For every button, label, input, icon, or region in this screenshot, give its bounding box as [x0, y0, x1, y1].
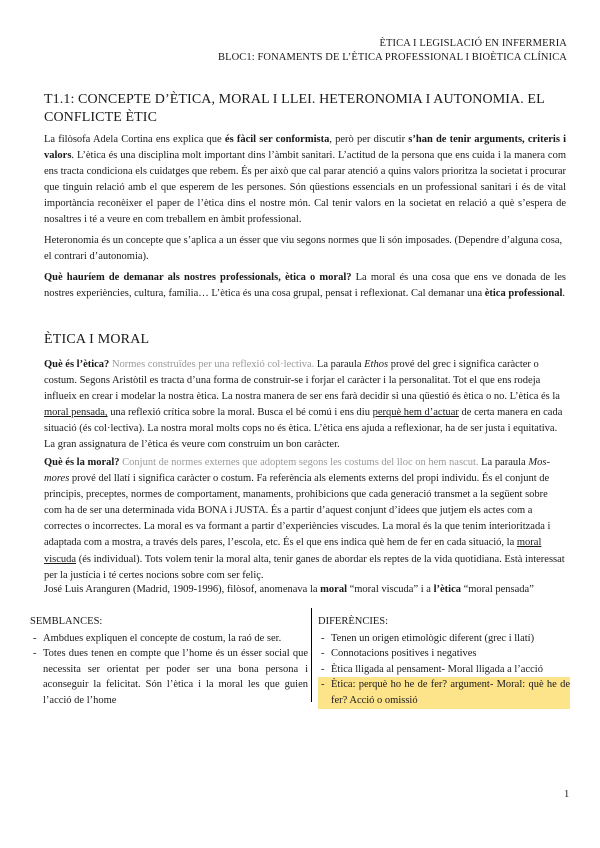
bold-question: Què hauríem de demanar als nostres professionals, ètica o moral?: [44, 272, 352, 283]
diferencies-heading: DIFERÈNCIES:: [318, 616, 389, 627]
diferencies-list: [318, 631, 570, 709]
bold-question: Què és la moral?: [44, 457, 120, 468]
semblances-column: [30, 614, 308, 709]
underlined-phrase: moral pensada,: [44, 407, 108, 419]
underlined-phrase: moral viscuda: [44, 537, 542, 565]
moral-paragraph: Què és la moral? Conjunt de normes externes que adoptem segons les costums del lloc on hem nascut. La paraula Mos-mores prové del llatí i significa caràcter o costum. Fa referència als elements externs del propi individu. És el conjunt de principis, preceptes, normes de comportament, manaments, prohibicions que cada generació transmet a la següent sobre com ha de ser una determinada vida BONA i JUSTA. És a partir d’aquest conjunt d’idees que jutjem els actes com a correctes o incorrectes. La moral es va formant a partir d’experiències viscudes. La moral és la que tenim interioritzada i adaptada com a mostra, a través dels pares, l’escola, etc. És el que ens indica què hem de fer en cada situació, la moral viscuda (és individual). Tots volem tenir la moral alta, tenir ganes de abordar els reptes de la vida quotidiana. Està interessat per la justícia i té certes nocions sobre com ser feliç.: [44, 457, 565, 581]
intro-paragraph: La filòsofa Adela Cortina ens explica que és fàcil ser conformista, però per discutir s’han de tenir arguments, criteris i valors. L’ètica és una disciplina molt important dins l’àmbit sanitari. L’actitud de la persona que ens cuida i la manera com ens tracta condiciona els cuidatges que rebem. És per això que cal parar atenció a quins valors prioritza la societat i procurar que tinguin relació amb el que esperem de les persones. Són qüestions essencials en un professional sanitari i és de vital importància reconèixer el paper de l’ètica dins el nostre món. Cal tenir valors en la societat en relació a què s’espera de nosaltres i té a veure en com treballem en àmbit professional.: [44, 134, 567, 226]
page-number: 1: [564, 789, 570, 800]
column-divider: [311, 608, 312, 702]
question-paragraph: Què hauríem de demanar als nostres professionals, ètica o moral? La moral és una cosa que ens ve donada de les nostres experiències, cultura, família… L’ètica és una cosa grupal, pensat i reflexionat. Cal demanar una ètica professional.: [44, 272, 566, 300]
bold-phrase: s’han de tenir arguments, criteris i valors: [44, 134, 567, 162]
list-item: - Ambdues expliquen el concepte de costum, la raó de ser.: [30, 631, 308, 647]
heteronomia-paragraph: Heteronomia és un concepte que s’aplica a un ésser que viu segons normes que li són imposades. (Dependre d’alguna cosa, el contrari d’autonomia).: [44, 235, 563, 263]
bold-question: Què és l’ètica?: [44, 359, 110, 370]
list-item: - Ètica lligada al pensament- Moral lligada a l’acció: [318, 662, 570, 678]
aranguren-paragraph: José Luis Aranguren (Madrid, 1909-1996), filòsof, anomenava la moral “moral viscuda” i a l’ètica “moral pensada”: [44, 584, 534, 595]
header-course-title: ÈTICA I LEGISLACIÓ EN INFERMERIA: [379, 38, 567, 49]
definition-text: Normes construïdes per una reflexió col·lectiva.: [109, 359, 315, 370]
bold-phrase: ètica professional: [484, 288, 563, 300]
semblances-list: [30, 631, 308, 709]
section-heading: ÈTICA I MORAL: [44, 332, 150, 347]
highlighted-list-item: - Ètica: perquè ho he de fer? argument- Moral: què he de fer? Acció o omissió: [318, 677, 570, 708]
list-item: - Totes dues tenen en compte que l’home és un ésser social que necessita ser orientat per poder ser una bona persona i aconseguir la felicitat. Són l’ètica i la moral les que guien l’acció de l’home: [30, 646, 308, 708]
header-block-title: BLOC1: FONAMENTS DE L’ÈTICA PROFESSIONAL I BIOÈTICA CLÍNICA: [217, 52, 567, 63]
bold-phrase: és fàcil ser conformista: [224, 134, 330, 145]
list-item: - Tenen un origen etimològic diferent (grec i llatí): [318, 631, 570, 647]
list-item: - Connotacions positives i negatives: [318, 646, 570, 662]
etica-paragraph: Què és l’ètica? Normes construïdes per una reflexió col·lectiva. La paraula Ethos prové del grec i significa caràcter o costum. Segons Aristòtil es tracta d’una forma de construir-se i forjar el caràcter i la personalitat. Tot el que ens rodeja influeix en crear i modelar la nostra ètica. La nostra manera de ser ens farà decidir si una qüestió és ètica o no. L’ètica és la moral pensada, una reflexió crítica sobre la moral. Busca el bé comú i ens diu perquè hem d’actuar de certa manera en cada situació (és col·lectiva). La nostra moral molts cops no és ètica. L’ètica ens ajuda a reflexionar, ha de ser justa i equitativa. La gran assignatura de l’ètica és veure com construim un bon caràcter.: [44, 359, 563, 451]
page-title: T1.1: CONCEPTE D’ÈTICA, MORAL I LLEI. HETERONOMIA I AUTONOMIA. EL CONFLICTE ÈTIC: [44, 92, 545, 125]
semblances-heading: SEMBLANCES:: [30, 616, 103, 627]
diferencies-column: [318, 614, 570, 709]
underlined-phrase: perquè hem d’actuar: [372, 407, 459, 419]
definition-text: Conjunt de normes externes que adoptem segons les costums del lloc on hem nascut.: [119, 457, 479, 468]
